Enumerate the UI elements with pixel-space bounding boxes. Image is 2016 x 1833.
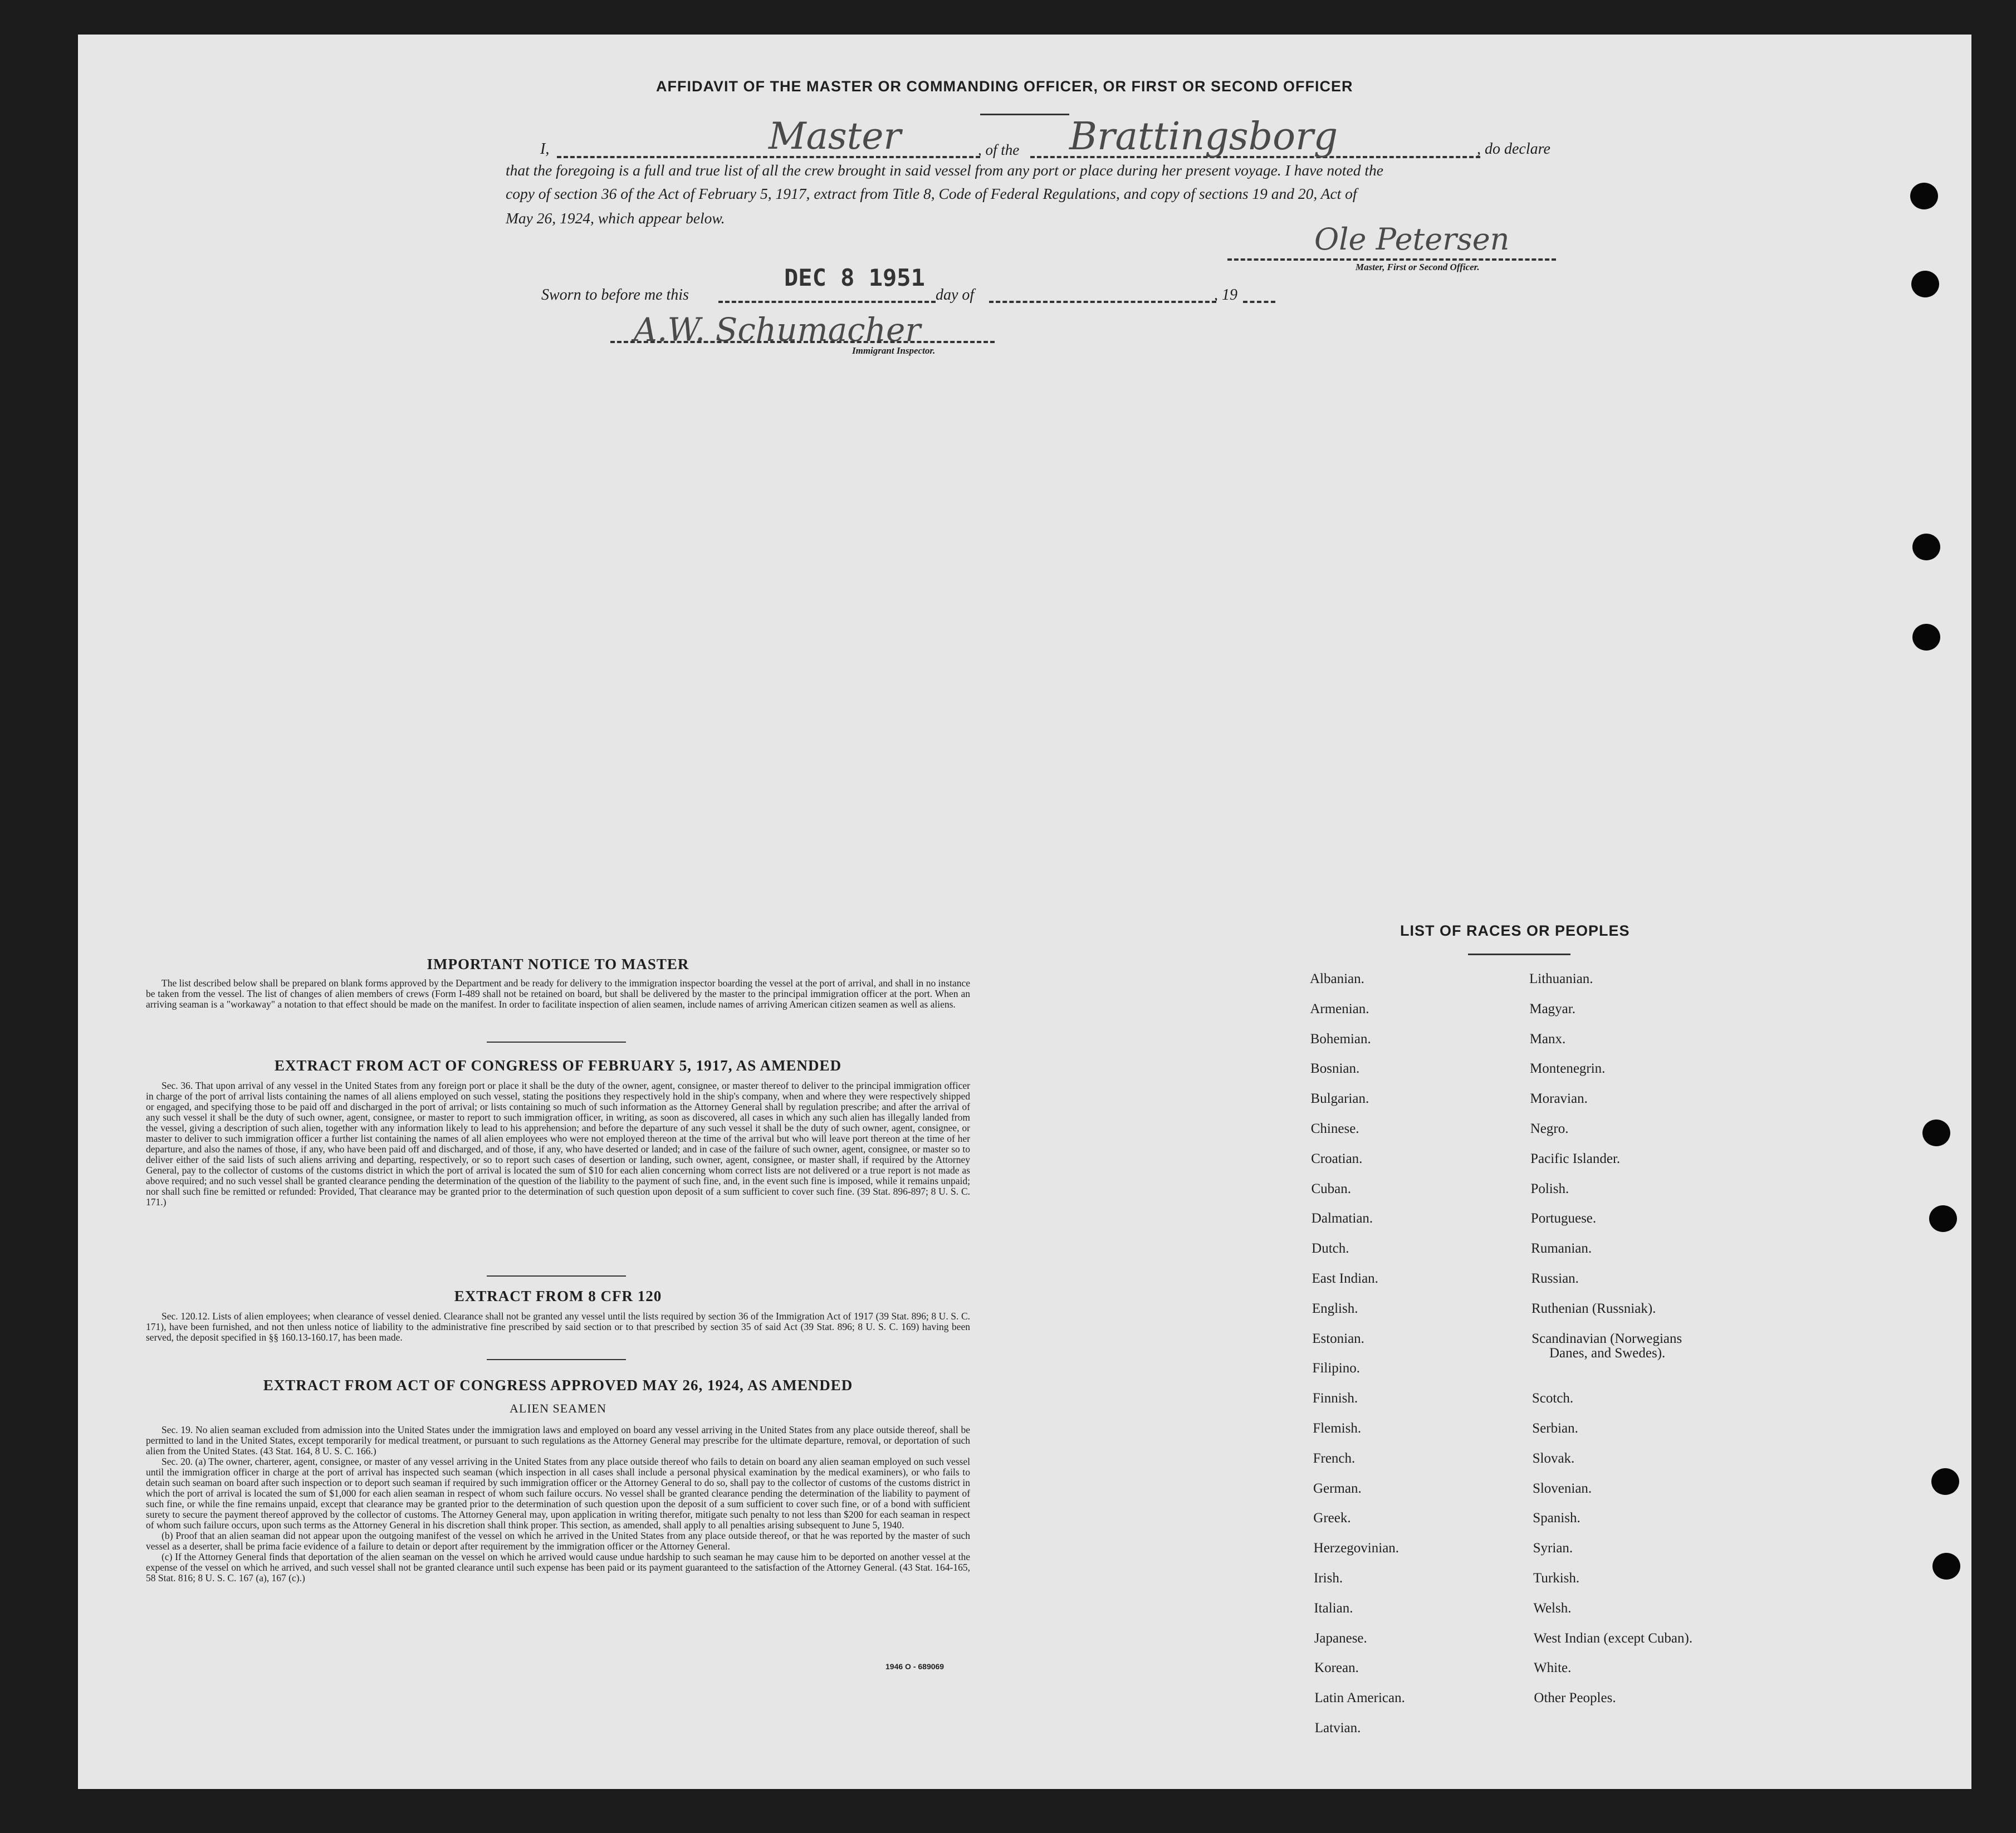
- race-item: Welsh.: [1533, 1600, 1572, 1616]
- race-item: Scandinavian (Norwegians: [1531, 1331, 1682, 1346]
- races-divider: [1468, 954, 1570, 955]
- declaration-line-2: copy of section 36 of the Act of February 5, 1917, extract from Title 8, Code of Federal Regulations, and copy of sections 19 and 20, Act of: [506, 185, 1357, 202]
- section-divider: [487, 1275, 626, 1277]
- inspector-signature: A.W. Schumacher: [634, 311, 921, 349]
- sworn-label: Sworn to before me this: [541, 286, 689, 304]
- race-item: Herzegovinian.: [1313, 1541, 1400, 1556]
- race-item: Bohemian.: [1310, 1031, 1371, 1047]
- race-item: Albanian.: [1310, 971, 1364, 986]
- extract-cfr-body: Sec. 120.12. Lists of alien employees; when clearance of vessel denied. Clearance shall not be granted any vessel until the lists required by section 36 of the Immigration Act of 1917 (39 Stat. 896; 8 U. S. C. 171), have been furnished, and not then unless notice of liability to the administrative fine prescribed by said section or to that prescribed by section 35 of said Act (39 Stat. 896; 8 U. S. C. 169) having been served, the deposit specified in §§ 160.13-160.17, has been made.: [146, 1311, 970, 1343]
- day-of-label: day of: [936, 286, 975, 304]
- race-item: Estonian.: [1312, 1331, 1364, 1346]
- race-item: Polish.: [1530, 1181, 1569, 1196]
- race-item: Irish.: [1314, 1571, 1343, 1586]
- handwritten-rank: Master: [769, 115, 901, 158]
- race-item: Armenian.: [1310, 1001, 1369, 1016]
- date-stamp: DEC 8 1951: [784, 264, 925, 291]
- race-item: Manx.: [1529, 1031, 1566, 1047]
- race-item: Other Peoples.: [1534, 1690, 1616, 1706]
- race-item: French.: [1313, 1450, 1356, 1466]
- notice-title: IMPORTANT NOTICE TO MASTER: [427, 956, 689, 972]
- master-signature-line: [1227, 258, 1556, 261]
- extract-cfr-title: EXTRACT FROM 8 CFR 120: [454, 1288, 662, 1304]
- race-item: Finnish.: [1312, 1391, 1358, 1406]
- race-item: Rumanian.: [1531, 1241, 1592, 1257]
- race-item: Dutch.: [1312, 1241, 1349, 1257]
- race-item: Serbian.: [1532, 1421, 1578, 1436]
- race-item: Pacific Islander.: [1530, 1151, 1621, 1166]
- binder-hole: [1912, 534, 1940, 560]
- binder-hole: [1931, 1468, 1959, 1495]
- race-item: Spanish.: [1533, 1511, 1580, 1526]
- race-item: Scotch.: [1531, 1391, 1574, 1406]
- section-divider: [487, 1042, 626, 1043]
- race-item: Slovenian.: [1532, 1480, 1592, 1496]
- race-item: East Indian.: [1312, 1271, 1378, 1286]
- master-signature: Ole Petersen: [1314, 222, 1510, 257]
- do-declare-label: , do declare: [1477, 140, 1550, 158]
- section-divider: [487, 1359, 626, 1360]
- extract-1924-sec20a: Sec. 20. (a) The owner, charterer, agent, consignee, or master of any vessel arriving in the United States from any place outside thereof who fails to detain on board any alien seaman employed on such vessel until the immigration officer in charge at the port of arrival has inspected such seaman (which inspection in all cases shall include a personal physical examination by the medical examiners), or who fails to detain such seaman on board after such inspection or to deport such seaman if required by such immigration officer or the Attorney General to do so, shall pay to the collector of customs of the customs district in which the port of arrival is located the sum of $1,000 for each alien seaman in respect of whom such failure occurs. No vessel shall be granted clearance pending the determination of the liability to payment of such fine, or while the fine remains unpaid, except that clearance may be granted prior to the determination of such question upon the deposit of a sum sufficient to cover such fine, or of a bond with sufficient surety to secure the payment thereof approved by the collector of customs. The Attorney General may, upon application in writing therefor, mitigate such penalty to not less than $200 for each seaman in respect of whom such failure occurs, upon such terms as the Attorney General in his discretion shall think proper. This section, as amended, shall apply to all penalties arising subsequent to June 5, 1940.: [146, 1456, 970, 1531]
- sworn-day-line: [718, 301, 936, 303]
- print-code: 1946 O - 689069: [885, 1662, 945, 1671]
- notice-body: The list described below shall be prepared on blank forms approved by the Department and be ready for delivery to the immigration inspector boarding the vessel at the port of arrival, and shall in no instance be taken from the vessel. The list of changes of alien members of crews (Form I-489 shall not be retained on board, but shall be delivered by the master to the principal immigration officer at the port. When an arriving seaman is a "workaway" a notation to that effect should be made on the manifest. In order to facilitate inspection of alien seamen, include names of arriving American citizen seamen as well as aliens.: [146, 977, 970, 1010]
- i-label: I,: [540, 140, 550, 158]
- extract-1917-title: EXTRACT FROM ACT OF CONGRESS OF FEBRUARY 5, 1917, AS AMENDED: [274, 1057, 842, 1074]
- race-item: West Indian (except Cuban).: [1533, 1630, 1693, 1646]
- master-caption: Master, First or Second Officer.: [1356, 262, 1480, 272]
- race-item: Greek.: [1313, 1511, 1351, 1526]
- month-line: [989, 301, 1216, 303]
- extract-1924-subtitle: ALIEN SEAMEN: [510, 1401, 606, 1415]
- race-item: Syrian.: [1533, 1541, 1573, 1556]
- race-item: Moravian.: [1530, 1091, 1588, 1107]
- declaration-line-1: that the foregoing is a full and true list of all the crew brought in said vessel from any port or place during her present voyage. I have noted the: [506, 162, 1383, 179]
- of-the-label: , of the: [978, 141, 1020, 158]
- extract-1924-sec20b: (b) Proof that an alien seaman did not appear upon the outgoing manifest of the vessel on which he arrived in the United States from any place outside thereof, or that he was reported by the master of such vessel as a deserter, shall be prima facie evidence of a failure to detain or deport after requirement by the immigration officer or the Attorney General.: [146, 1530, 970, 1552]
- race-item: German.: [1313, 1480, 1362, 1496]
- binder-hole: [1932, 1553, 1960, 1580]
- race-item: Latvian.: [1314, 1720, 1361, 1736]
- race-item: White.: [1534, 1660, 1572, 1676]
- race-item: Portuguese.: [1530, 1211, 1597, 1226]
- extract-1917-body: Sec. 36. That upon arrival of any vessel in the United States from any foreign port or place it shall be the duty of the owner, agent, consignee, or master thereof to deliver to the principal immigration officer in charge of the port of arrival lists containing the names of all aliens employed on such vessel, stating the positions they respectively hold in the ship's company, when and where they were respectively shipped or engaged, and specifying those to be paid off and discharged in the port of arrival; or lists containing so much of such information as the Attorney General shall by regulation prescribe; and after the arrival of any such vessel it shall be the duty of such owner, agent, consignee, or master to report to such immigration officer, in writing, as soon as discovered, all cases in which any such alien has illegally landed from the vessel, giving a description of such alien, together with any information likely to lead to his apprehension; and before the departure of any such vessel it shall be the duty of such owner, agent, consignee, or master to deliver to such immigration officer a further list containing the names of all alien employees who were not employed thereon at the time of the arrival but who will leave port thereon at the time of her departure, and also the names of those, if any, who have been paid off and discharged, and of those, if any, who have deserted or landed; and in case of the failure of such owner, agent, consignee, or master so to deliver either of the said lists of such aliens arriving and departing, respectively, or so to report such cases of desertion or landing, such owner, agent, consignee, or master shall, if required by the Attorney General, pay to the collector of customs of the customs district in which the port of arrival is located the sum of $10 for each alien concerning whom correct lists are not delivered or a true report is not made as above required; and no such vessel shall be granted clearance pending the determination of the question of the liability to the payment of such fine, and, in the event such fine is imposed, while it remains unpaid; nor shall such fine be remitted or refunded: Provided, That clearance may be granted prior to the determination of such question upon deposit of a sum sufficient to cover such fine. (39 Stat. 896-897; 8 U. S. C. 171.): [146, 1080, 970, 1208]
- race-item: Bosnian.: [1310, 1061, 1360, 1077]
- extract-1924-sec20c: (c) If the Attorney General finds that deportation of the alien seaman on the vessel on which he arrived would cause undue hardship to such seaman he may cause him to be deported on another vessel at the expense of the vessel on which he arrived, and such vessel shall not be granted clearance until such expense has been paid or its payment guaranteed to the satisfaction of the Attorney General. (43 Stat. 164-165, 58 Stat. 816; 8 U. S. C. 167 (a), 167 (c).): [146, 1551, 970, 1583]
- race-item: Chinese.: [1310, 1121, 1359, 1136]
- race-item: Flemish.: [1313, 1421, 1362, 1436]
- race-item: Bulgarian.: [1310, 1091, 1369, 1107]
- race-item: Negro.: [1530, 1121, 1569, 1136]
- race-item: Korean.: [1314, 1660, 1359, 1676]
- race-item: English.: [1312, 1301, 1358, 1316]
- declaration-line-3: May 26, 1924, which appear below.: [506, 209, 725, 227]
- race-item: Danes, and Swedes).: [1549, 1345, 1666, 1361]
- affidavit-title: AFFIDAVIT OF THE MASTER OR COMMANDING OFFICER, OR FIRST OR SECOND OFFICER: [656, 78, 1353, 95]
- binder-hole: [1912, 624, 1940, 651]
- extract-1924-sec19: Sec. 19. No alien seaman excluded from admission into the United States under the immigration laws and employed on board any vessel arriving in the United States from any place outside thereof, shall be permitted to land in the United States, except temporarily for medical treatment, or pursuant to such regulations as the Attorney General may prescribe for the ultimate departure, removal, or deportation of such alien from the United States. (43 Stat. 164, 8 U. S. C. 166.): [146, 1424, 970, 1456]
- year-label: , 19: [1214, 286, 1237, 304]
- inspector-signature-line: [610, 341, 995, 343]
- binder-hole: [1910, 183, 1938, 209]
- race-item: Japanese.: [1314, 1630, 1367, 1646]
- race-item: Turkish.: [1533, 1571, 1580, 1586]
- race-item: Ruthenian (Russniak).: [1531, 1301, 1656, 1316]
- race-item: Montenegrin.: [1530, 1061, 1606, 1077]
- handwritten-vessel: Brattingsborg: [1069, 115, 1338, 159]
- title-divider: [980, 114, 1069, 115]
- race-item: Magyar.: [1529, 1001, 1575, 1016]
- race-item: Italian.: [1314, 1600, 1353, 1616]
- binder-hole: [1922, 1120, 1950, 1146]
- binder-hole: [1929, 1205, 1957, 1232]
- binder-hole: [1911, 271, 1939, 297]
- race-item: Croatian.: [1311, 1151, 1363, 1166]
- race-item: Cuban.: [1311, 1181, 1351, 1196]
- races-title: LIST OF RACES OR PEOPLES: [1400, 922, 1630, 939]
- race-item: Lithuanian.: [1529, 971, 1593, 986]
- inspector-caption: Immigrant Inspector.: [852, 345, 936, 356]
- race-item: Slovak.: [1532, 1450, 1575, 1466]
- extract-1924-title: EXTRACT FROM ACT OF CONGRESS APPROVED MAY 26, 1924, AS AMENDED: [263, 1377, 853, 1394]
- race-item: Russian.: [1531, 1271, 1579, 1286]
- race-item: Dalmatian.: [1311, 1211, 1373, 1226]
- race-item: Latin American.: [1314, 1690, 1405, 1706]
- year-line: [1243, 301, 1275, 303]
- race-item: Filipino.: [1312, 1361, 1360, 1376]
